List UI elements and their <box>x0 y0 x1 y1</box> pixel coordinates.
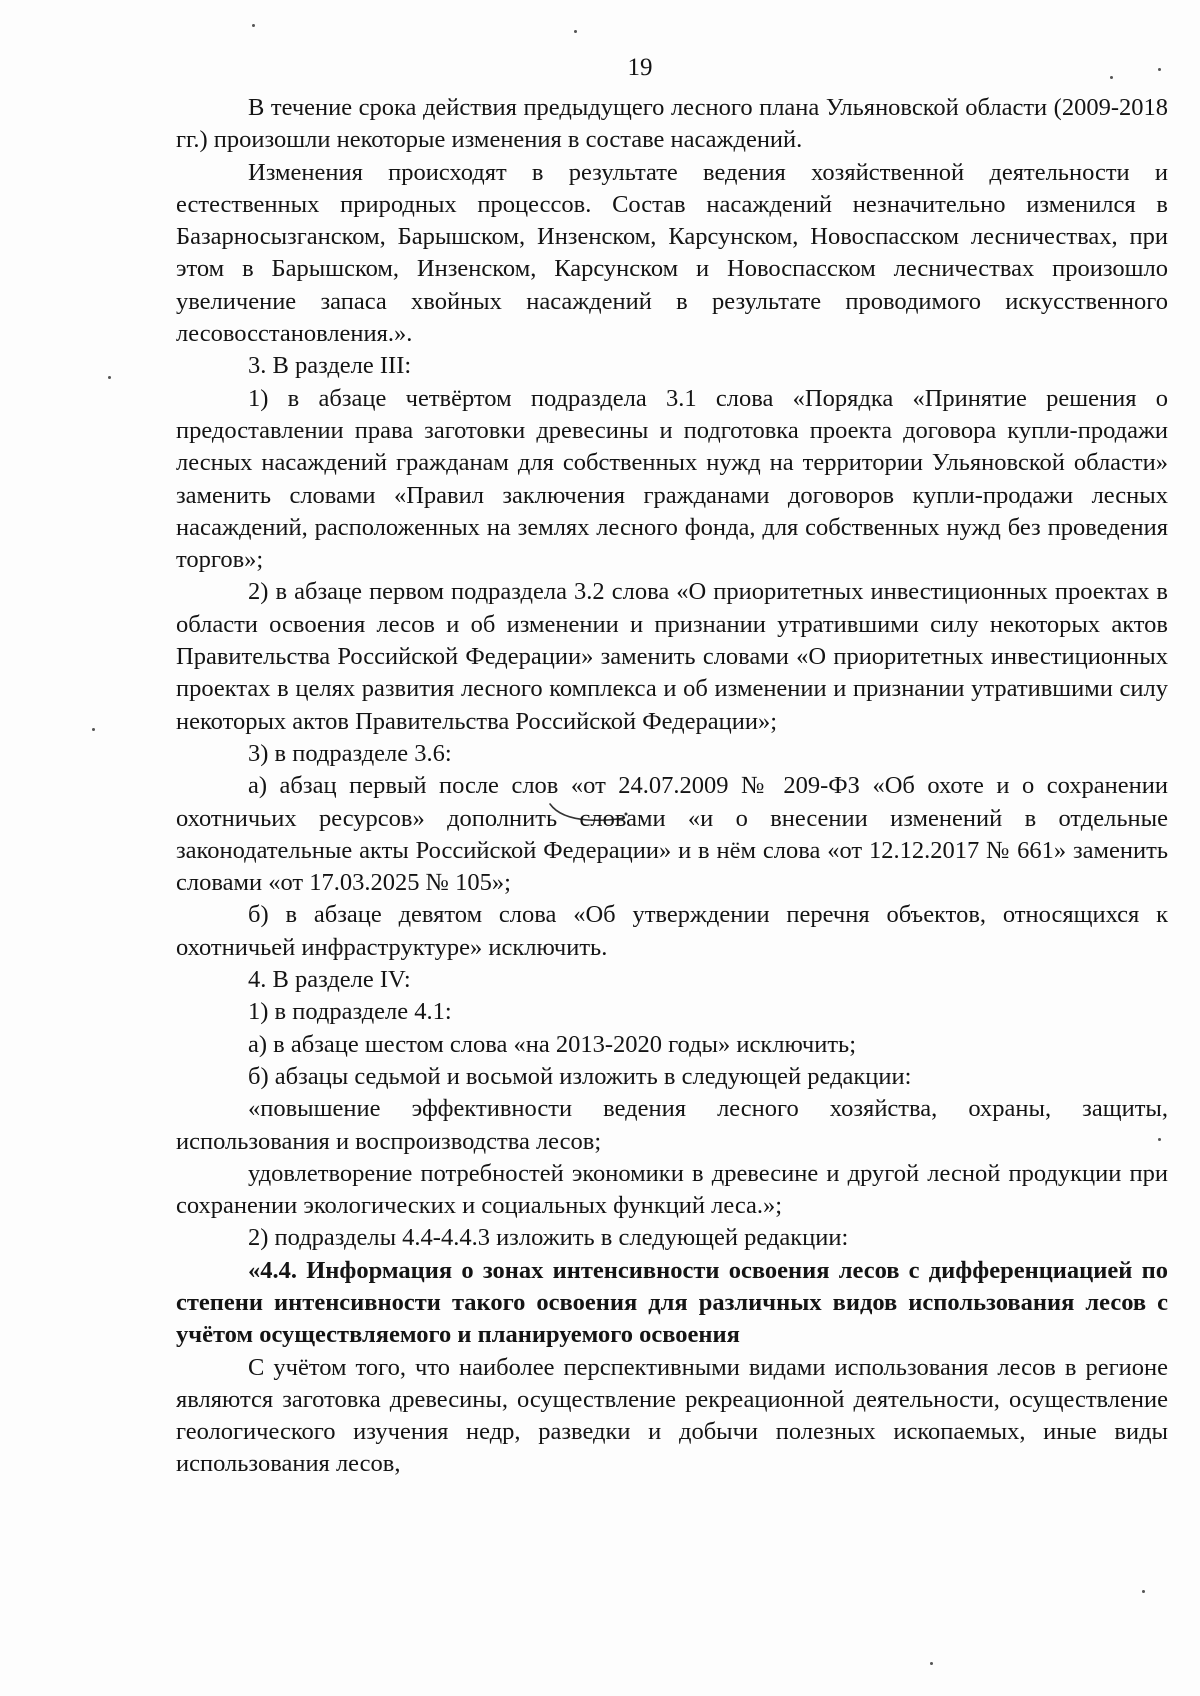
paragraph: 3. В разделе III: <box>248 352 412 380</box>
paragraph: 4. В разделе IV: <box>248 966 411 994</box>
paragraph: 1) в абзаце четвёртом подраздела 3.1 слова «Порядка «Принятие решения о предоставлении права заготовки древесины и подготовка проекта договора купли-продажи лесных насаждений гражданам для собственных нужд на территории Ульяновской области» заменить словами «Правил заключения гражданами договоров купли-продажи лесных насаждений, расположенных на землях лесного фонда, для собственных нужд без проведения торгов»; <box>176 384 1168 574</box>
paragraph: а) в абзаце шестом слова «на 2013-2020 годы» исключить; <box>248 1030 857 1058</box>
paragraph: 2) в абзаце первом подраздела 3.2 слова «О приоритетных инвестиционных проектах в области освоения лесов и об изменении и признании утратившими силу некоторых актов Правительства Российской Федерации» заменить словами «О приоритетных инвестиционных проектах в целях развития лесного комплекса и об изменении и признании утратившими силу некоторых актов Правительства Российской Федерации»; <box>176 578 1168 735</box>
scan-speck <box>108 376 111 379</box>
scan-speck <box>252 24 255 27</box>
paragraph: «повышение эффективности ведения лесного хозяйства, охраны, защиты, использования и воспроизводства лесов; <box>176 1095 1168 1155</box>
document-body <box>176 92 1168 1481</box>
paragraph: С учётом того, что наиболее перспективными видами использования лесов в регионе являются заготовка древесины, осуществление рекреационной деятельности, осуществление геологического изучения недр, разведки и добычи полезных ископаемых, иные виды использования лесов, <box>176 1353 1168 1478</box>
paragraph: удовлетворение потребностей экономики в древесине и другой лесной продукции при сохранении экологических и социальных функций леса.»; <box>176 1159 1168 1220</box>
scan-speck <box>930 1662 933 1665</box>
paragraph: 1) в подразделе 4.1: <box>248 998 452 1026</box>
section-heading: «4.4. Информация о зонах интенсивности освоения лесов с дифференциацией по степени интенсивности такого освоения для различных видов использования лесов с учётом осуществляемого и планируемого освоения <box>176 1256 1168 1349</box>
paragraph: б) абзацы седьмой и восьмой изложить в следующей редакции: <box>248 1062 912 1090</box>
scan-speck <box>92 728 95 731</box>
scan-speck <box>1142 1590 1145 1593</box>
paragraph: 3) в подразделе 3.6: <box>248 739 452 767</box>
page-number: 19 <box>627 54 653 81</box>
paragraph: В течение срока действия предыдущего лесного плана Ульяновской области (2009-2018 гг.) произошли некоторые изменения в составе насаждений. <box>176 94 1168 154</box>
paragraph: б) в абзаце девятом слова «Об утверждении перечня объектов, относящихся к охотничьей инфраструктуре» исключить. <box>176 901 1168 961</box>
paragraph: 2) подразделы 4.4-4.4.3 изложить в следующей редакции: <box>248 1224 849 1252</box>
paragraph: Изменения происходят в результате ведения хозяйственной деятельности и естественных природных процессов. Состав насаждений незначительно изменился в Базарносызганском, Барышском, Инзенском, Карсунском, Новоспасском лесничествах, при этом в Барышском, Инзенском, Карсунском и Новоспасском лесничествах произошло увеличение запаса хвойных насаждений в результате проводимого искусственного лесовосстановления.». <box>176 158 1168 348</box>
scan-speck <box>574 30 577 33</box>
paragraph: а) абзац первый после слов «от 24.07.2009 № 209-ФЗ «Об охоте и о сохранении охотничьих ресурсов» дополнить словами «и о внесении изменений в отдельные законодательные акты Российской Федерации» и в нём слова «от 12.12.2017 № 661» заменить словами «от 17.03.2025 № 105»; <box>176 772 1168 897</box>
